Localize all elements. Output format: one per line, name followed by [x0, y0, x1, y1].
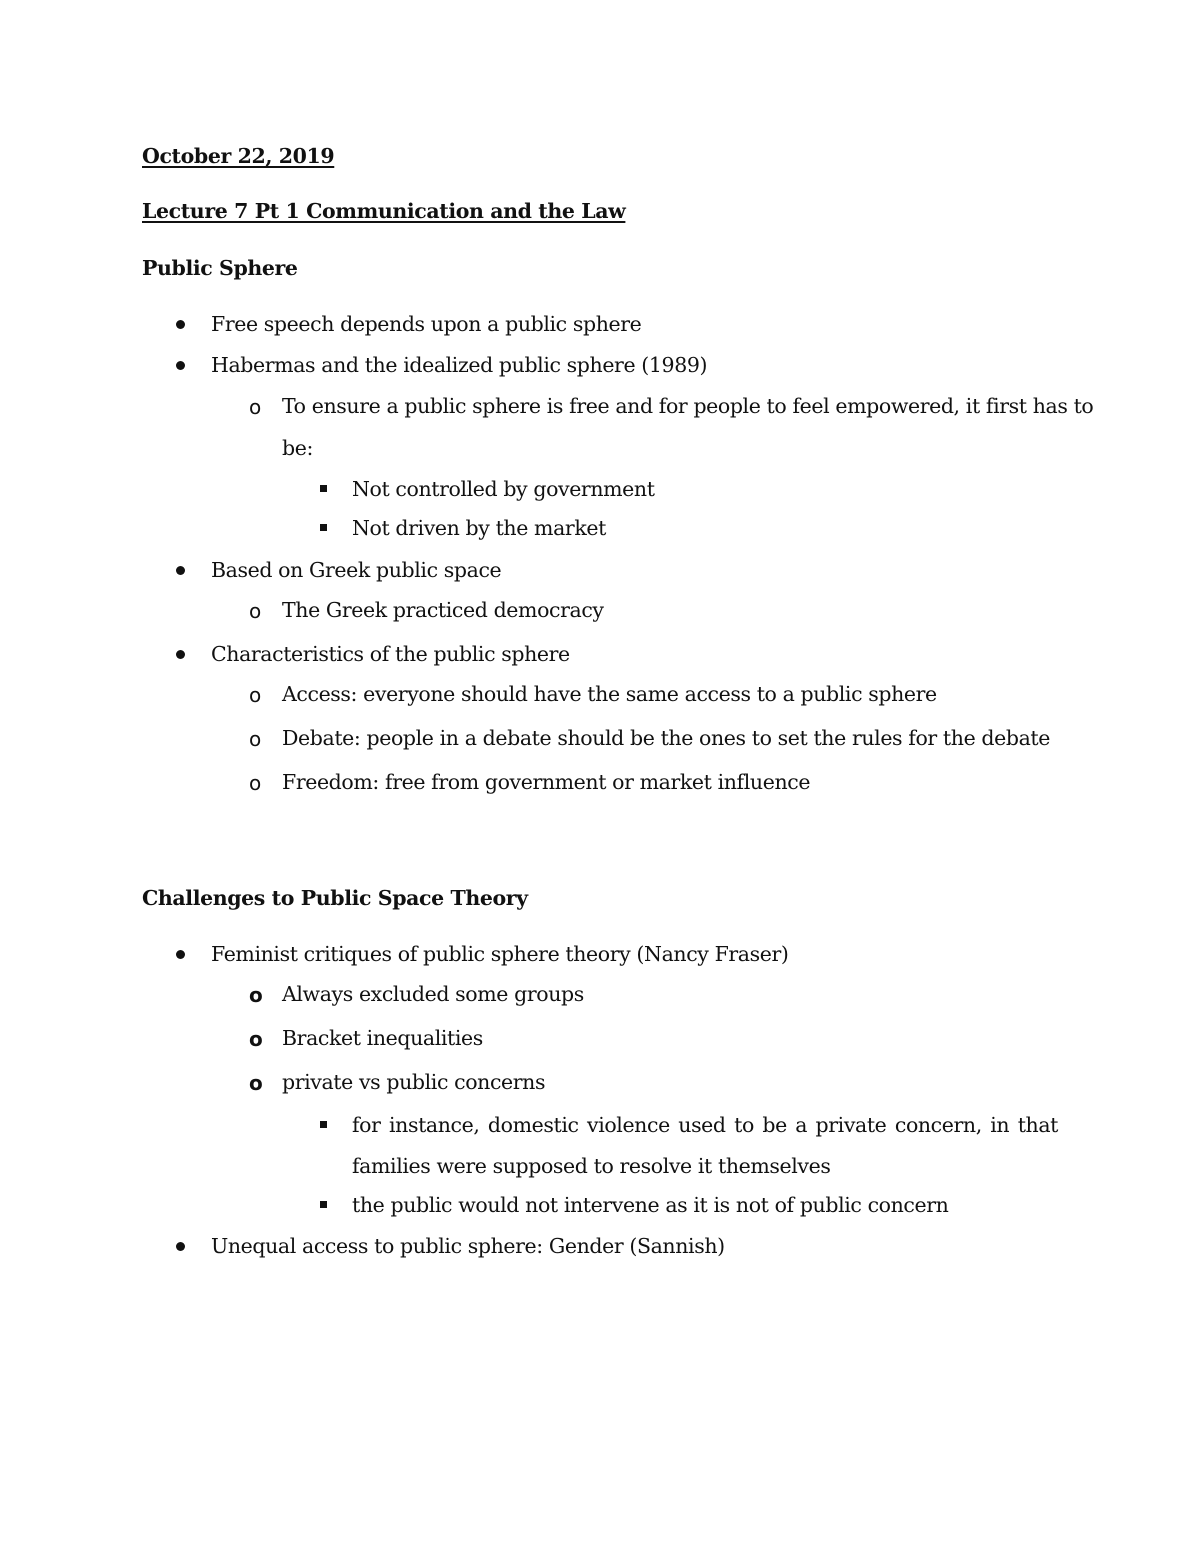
- bullet-square-icon: [320, 485, 327, 492]
- bullet-square-icon: [320, 1121, 327, 1128]
- bullet-disc-icon: [176, 650, 185, 659]
- bullet-disc-icon: [176, 361, 185, 370]
- list-item: The Greek practiced democracy: [282, 598, 604, 622]
- section-heading-challenges: Challenges to Public Space Theory: [142, 886, 528, 910]
- list-item: To ensure a public sphere is free and for people to feel empowered, it first has to: [282, 394, 1094, 418]
- list-item: Habermas and the idealized public sphere (1989): [211, 353, 708, 377]
- list-item: Access: everyone should have the same access to a public sphere: [282, 682, 937, 706]
- list-item: Always excluded some groups: [282, 982, 584, 1006]
- bullet-circle-icon: o: [249, 1027, 263, 1051]
- bullet-circle-icon: o: [249, 395, 262, 419]
- bullet-circle-icon: o: [249, 727, 262, 751]
- bullet-disc-icon: [176, 320, 185, 329]
- list-item: Bracket inequalities: [282, 1026, 483, 1050]
- bullet-disc-icon: [176, 566, 185, 575]
- document-date: October 22, 2019: [142, 144, 335, 168]
- bullet-circle-icon: o: [249, 599, 262, 623]
- bullet-circle-icon: o: [249, 771, 262, 795]
- bullet-disc-icon: [176, 950, 185, 959]
- list-item: Feminist critiques of public sphere theory (Nancy Fraser): [211, 942, 789, 966]
- bullet-circle-icon: o: [249, 983, 263, 1007]
- bullet-square-icon: [320, 1201, 327, 1208]
- bullet-circle-icon: o: [249, 683, 262, 707]
- list-item: Freedom: free from government or market influence: [282, 770, 811, 794]
- list-item: Unequal access to public sphere: Gender (Sannish): [211, 1234, 725, 1258]
- lecture-title: Lecture 7 Pt 1 Communication and the Law: [142, 199, 626, 223]
- list-item: Not driven by the market: [352, 516, 606, 540]
- bullet-disc-icon: [176, 1242, 185, 1251]
- list-item: the public would not intervene as it is not of public concern: [352, 1193, 949, 1217]
- list-item: Based on Greek public space: [211, 558, 502, 582]
- list-item: Debate: people in a debate should be the ones to set the rules for the debate: [282, 726, 1050, 750]
- bullet-square-icon: [320, 524, 327, 531]
- list-item: private vs public concerns: [282, 1070, 546, 1094]
- list-item: Free speech depends upon a public sphere: [211, 312, 642, 336]
- list-item: for instance, domestic violence used to be a private concern, in that: [352, 1113, 1058, 1137]
- bullet-circle-icon: o: [249, 1071, 263, 1095]
- list-item-continuation: families were supposed to resolve it themselves: [352, 1154, 831, 1178]
- section-heading-public-sphere: Public Sphere: [142, 256, 298, 280]
- list-item-continuation: be:: [282, 436, 313, 460]
- list-item: Characteristics of the public sphere: [211, 642, 570, 666]
- list-item: Not controlled by government: [352, 477, 655, 501]
